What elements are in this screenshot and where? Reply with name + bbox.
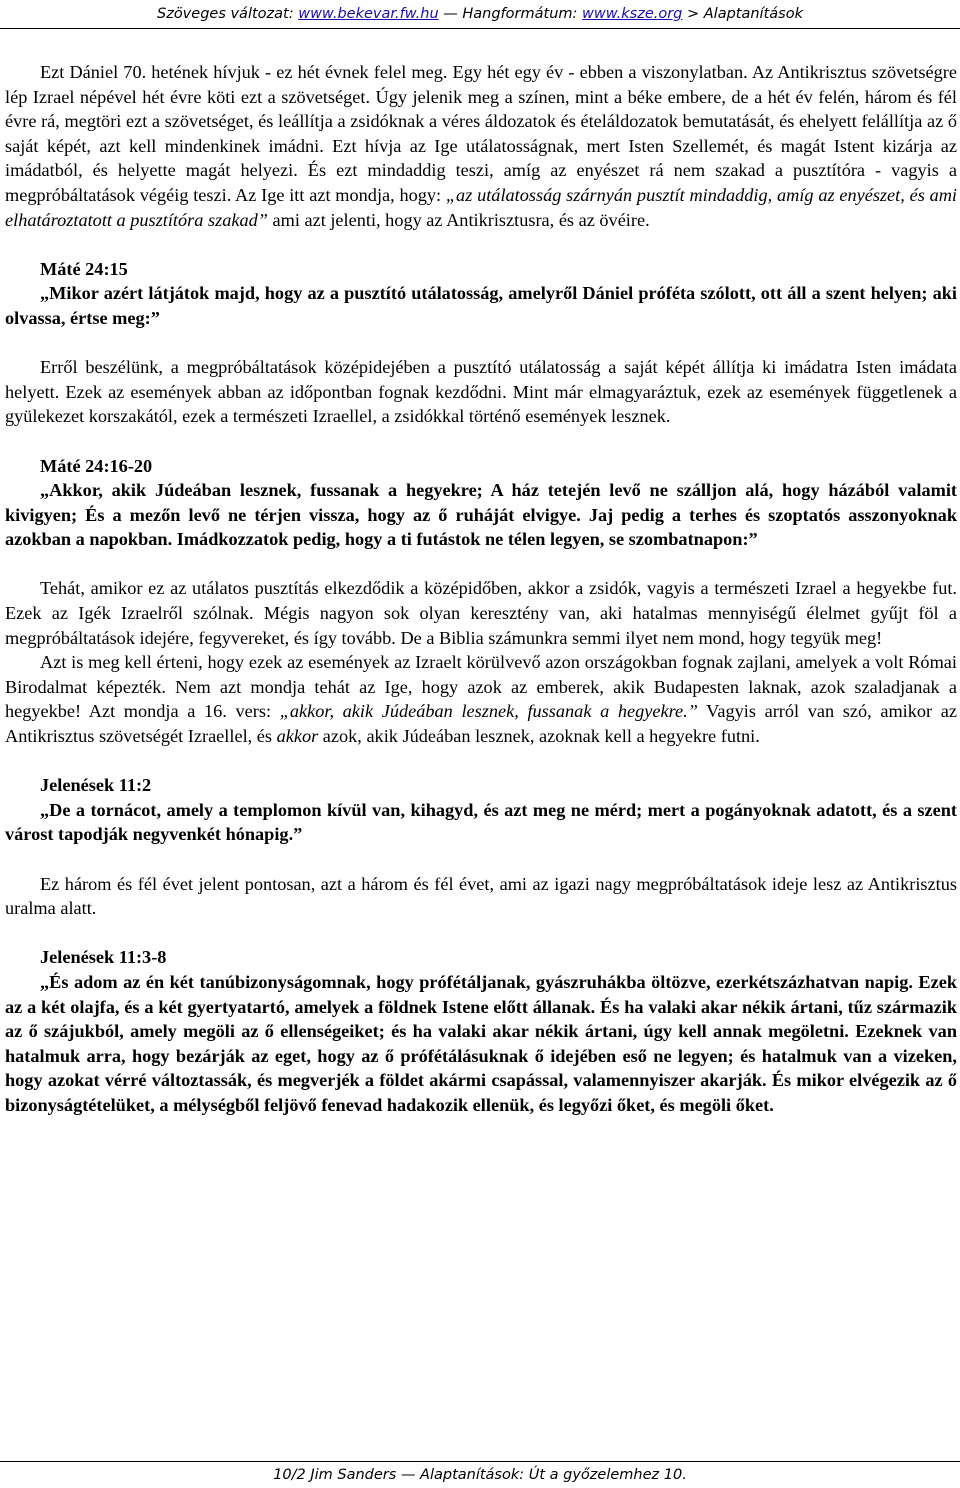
scripture-reference: Jelenések 11:3-8 (40, 947, 167, 968)
footer-divider (0, 1461, 960, 1462)
paragraph: Azt is meg kell érteni, hogy ezek az események az Izraelt körülvevő azon országokban fognak zajlani, amelyek a volt Római Birodalmat képezték. Nem azt mondja tehát az Ige, hogy azok az emberek, akik Budapesten laknak, azok szaladjanak a hegyekbe! Azt mondja a 16. vers: „akkor, akik Júdeában lesznek, fussanak a hegyekre.” Vagyis arról van szó, amikor az Antikrisztus szövetségét Izraellel, és akkor azok, akik Júdeában lesznek, azoknak kell a hegyekre futni. (5, 652, 957, 747)
paragraph: Tehát, amikor ez az utálatos pusztítás elkezdődik a középidőben, akkor a zsidók, vagyis a természeti Izrael a hegyekbe fut. Ezek az Igék Izraelről szólnak. Mégis nagyon sok olyan keresztény van, aki hatalmas mennyiségű élelmet gyűjt föl a megpróbáltatások idejére, fegyvereket, és így tovább. De a Biblia számunkra semmi ilyet nem mond, hogy tegyük meg! (5, 578, 957, 648)
page-header (0, 4, 960, 24)
page-footer: 10/2 Jim Sanders — Alaptanítások: Út a győzelemhez 10. (273, 1467, 687, 1483)
inline-quote: „az utálatosság szárnyán pusztít mindaddig, amíg az enyészet, és ami elhatároztatott a pusztítóra szakad” (5, 184, 957, 230)
ksze-link[interactable]: www.ksze.org (582, 6, 683, 22)
scripture-reference: Jelenések 11:2 (40, 775, 152, 796)
scripture-quote: „Mikor azért látjátok majd, hogy az a pusztító utálatosság, amelyről Dániel próféta szólott, ott áll a szent helyen; aki olvassa, értse meg:” (5, 283, 957, 328)
header-prefix: Szöveges változat: (157, 6, 299, 22)
bekevar-link[interactable]: www.bekevar.fw.hu (298, 6, 439, 22)
inline-emphasis: akkor (276, 726, 319, 747)
inline-quote: „akkor, akik Júdeában lesznek, fussanak a hegyekre.” (279, 701, 698, 722)
document-body (5, 60, 957, 1118)
scripture-quote: „Akkor, akik Júdeában lesznek, fussanak a hegyekre; A ház tetején levő ne szálljon alá, hogy házából valamit kivigyen; És a mezőn levő ne térjen vissza, hogy az ő ruháját elvigye. Jaj pedig a terhes és szoptatós asszonyoknak azokban a napokban. Imádkozzatok pedig, hogy a ti futástok ne télen legyen, se szombatnapon:” (5, 480, 957, 550)
scripture-quote: „De a tornácot, amely a templomon kívül van, kihagyd, és azt meg ne mérd; mert a pogányoknak adatott, és a szent várost tapodják negyvenkét hónapig.” (5, 799, 957, 845)
paragraph-intro: Ezt Dániel 70. hetének hívjuk - ez hét évnek felel meg. Egy hét egy év - ebben a viszonylatban. Az Antikrisztus szövetségre lép Izrael népével hét évre köti ezt a szövetséget. Úgy jelenik meg a színen, mint a béke embere, de a hét év felén, három és fél évre rá, megtöri ezt a szövetséget, és leállítja a zsidóknak a véres áldozatok és ételáldozatok bemutatását, és ehelyett felállítja az ő saját képét, azt kell mindenkinek imádni. Ezt hívja az Ige utálatosságnak, mert Isten Szellemét, és magát Istent kizárja az imádatból, és helyette magát helyezi. És ezt mindaddig teszi, amíg az enyészet rá nem szakad a pusztítóra - vagyis a megpróbáltatások végéig teszi. Az Ige itt azt mondja, hogy: „az utálatosság szárnyán pusztít mindaddig, amíg az enyészet, és ami elhatároztatott a pusztítóra szakad” ami azt jelenti, hogy az Antikrisztusra, és az övéire. (5, 62, 957, 230)
header-suffix: > Alaptanítások (682, 6, 803, 22)
header-middle: — Hangformátum: (438, 6, 582, 22)
scripture-quote: „És adom az én két tanúbizonyságomnak, hogy prófétáljanak, gyászruhákba öltözve, ezerkétszázhatvan napig. Ezek az a két olajfa, és a két gyertyatartó, amelyek a földnek Istene előtt állanak. És ha valaki akar nékik ártani, tűz származik az ő szájukból, amely megöli az ő ellenségeiket; és ha valaki akar nékik ártani, úgy kell annak megöletni. Ezeknek van hatalmuk arra, hogy bezárják az eget, hogy az ő prófétálásuknak ő idejében eső ne legyen; és hatalmuk van a vizeken, hogy azokat vérré változtassák, és megverjék a földet akármi csapással, valamennyiszer akarják. És mikor elvégezik az ő bizonyságtételüket, a mélységből feljövő fenevad hadakozik ellenük, és legyőzi őket, és megöli őket. (5, 971, 957, 1115)
paragraph: Ez három és fél évet jelent pontosan, azt a három és fél évet, ami az igazi nagy megpróbáltatások ideje lesz az Antikrisztus uralma alatt. (5, 873, 957, 919)
scripture-reference: Máté 24:16-20 (40, 455, 153, 476)
paragraph: Erről beszélünk, a megpróbáltatások középidejében a pusztító utálatosság a saját képét állítja ki imádatra Isten imádata helyett. Ezek az események abban az időpontban fognak kezdődni. Mint már elmagyaráztuk, ezek az események függetlenek a gyülekezet korszakától, ezek a természeti Izraellel, a zsidókkal történő események lesznek. (5, 357, 957, 427)
header-divider (0, 28, 960, 29)
scripture-reference: Máté 24:15 (40, 258, 128, 279)
